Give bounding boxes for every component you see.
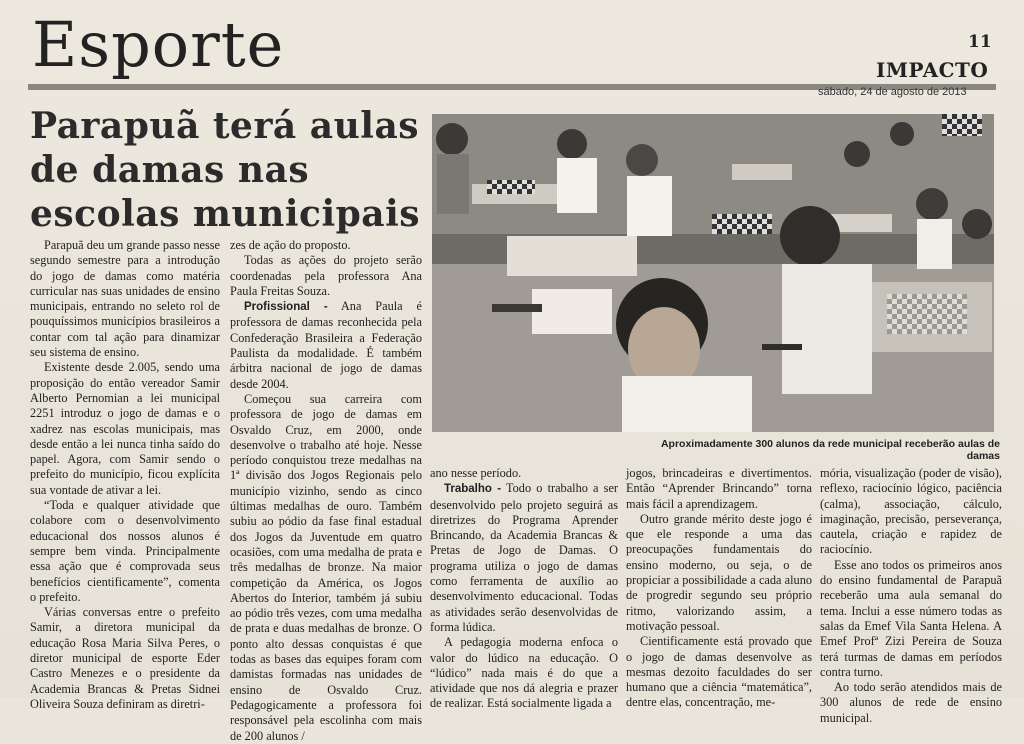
subhead-profissional: Profissional - — [244, 301, 328, 314]
paragraph: Esse ano todos os primeiros anos do ensino fundamental de Parapuã receberão uma aula semanal do tema. Inclui a esse número todas as salas da Emef Vila Santa Helena. A Emef Profª Zizi Pereira de Souza terá turmas de damas em períodos contra turno. — [820, 557, 1002, 679]
paragraph: Existente desde 2.005, sendo uma proposição do então vereador Samir Alberto Pernomian a lei municipal 2251 introduz o jogo de damas e o xadrez nas escolas municipais, mas desde então a lei nunca tinha saído do papel. Agora, com Samir sendo o prefeito do município, ficou explícita sua vontade de ativar a lei. — [30, 360, 220, 497]
article-column-4 — [626, 466, 812, 710]
paragraph — [230, 299, 422, 392]
article-column-5 — [820, 466, 1002, 725]
classroom-photo — [432, 114, 994, 432]
newspaper-name: IMPACTO — [876, 58, 989, 82]
paragraph-text: Ana Paula é professora de damas reconhecida pela Confederação Brasileira a Federação Paulista da modalidade. É também árbitra nacional de jogo de damas desde 2004. — [230, 299, 422, 391]
article-column-2 — [230, 238, 422, 743]
article-column-1 — [30, 238, 220, 711]
paragraph: zes de ação do proposto. — [230, 238, 351, 252]
article-column-3 — [430, 466, 618, 711]
paragraph: Todas as ações do projeto serão coordenadas pela professora Ana Paula Freitas Souza. — [230, 253, 422, 298]
article-headline: Parapuã terá aulas de damas nas escolas municipais — [30, 105, 421, 235]
page-number: 11 — [968, 32, 992, 52]
classroom-photo-illustration — [432, 114, 994, 432]
subhead-trabalho: Trabalho - — [444, 483, 502, 496]
paragraph-text: Todo o trabalho a ser desenvolvido pelo projeto seguirá as diretrizes do Programa Aprender Brincando, da Academia Brancas & Pretas de Jogo de Damas. O programa utiliza o jogo de damas como ferramenta de auxílio ao desenvolvimento educacional. Todas as atividades serão desenvolvidas de forma lúdica. — [430, 481, 618, 634]
paragraph — [430, 481, 618, 635]
paragraph: Cientificamente está provado que o jogo de damas desenvolve as mesmas dezoito faculdades do ser humano que a ciência “matemática”, dentre elas, concentração, me- — [626, 634, 812, 710]
issue-date: sábado, 24 de agosto de 2013 — [818, 86, 967, 98]
paragraph: “Toda e qualquer atividade que colabore com o desenvolvimento educacional dos nossos alunos é sempre bem vinda. Principalmente essa ação que é comprovada seus benefícios cientificamente”, comenta o prefeito. — [30, 498, 220, 604]
paragraph: mória, visualização (poder de visão), reflexo, raciocínio lógico, paciência (calma), associação, cálculo, imaginação, precisão, perseverança, cautela, criação e rapidez de raciocínio. — [820, 466, 1002, 557]
paragraph: Parapuã deu um grande passo nesse segundo semestre para a introdução do jogo de damas como matéria curricular nas suas unidades de ensino municipais, entrando no seleto rol de pouquíssimos municípios brasileiros a contar com tal ação para dinamizar seu sistema de ensino. — [30, 238, 220, 360]
photo-caption: Aproximadamente 300 alunos da rede municipal receberão aulas de damas — [660, 438, 1000, 462]
paragraph: Outro grande mérito deste jogo é que ele responde a uma das preocupações fundamentais do ensino moderno, ou seja, o de propiciar a possibilidade a cada aluno de progredir segundo seu próprio ritmo, valorizando assim, a motivação pessoal. — [626, 511, 812, 633]
paragraph: Começou sua carreira com professora de jogo de damas em Osvaldo Cruz, em 2000, onde desenvolve o trabalho até hoje. Nesse período conquistou treze medalhas na 1ª divisão dos Jogos Regionais pelo município vizinho, sendo as cinco últimas medalhas de ouro. Também subiu ao pódio da fase final estadual dos Jogos da Juventude em quatro ocasiões, com uma medalha de prata e três medalhas de bronze. Na maior competição da América, os Jogos Abertos do Interior, também já subiu ao pódio três vezes, com uma medalha de prata e duas medalhas de bronze. O ponto alto dessas conquistas é que todas as bases das equipes foram com damistas formadas nas unidades de ensino de Osvaldo Cruz. Pedagogicamente a professora foi responsável pela escolinha com mais de 200 alunos / — [230, 391, 422, 743]
paragraph: jogos, brincadeiras e divertimentos. Então “Aprender Brincando” torna mais fácil a aprendizagem. — [626, 466, 812, 511]
paragraph: Várias conversas entre o prefeito Samir, a diretora municipal da educação Rosa Maria Silva Peres, o diretor municipal de esporte Eder Castro Menezes e o presidente da Academia Brancas & Pretas Sidnei Oliveira Souza definiram as diretri- — [30, 605, 220, 711]
paragraph: A pedagogia moderna enfoca o valor do lúdico na educação. O “lúdico” nada mais é do que a atividade que nos dá alegria e prazer de realizar. Está socialmente ligada a — [430, 635, 618, 711]
paragraph: ano nesse período. — [430, 466, 522, 480]
section-title: Esporte — [32, 8, 285, 81]
paragraph: Ao todo serão atendidos mais de 300 alunos de rede de ensino municipal. — [820, 680, 1002, 725]
